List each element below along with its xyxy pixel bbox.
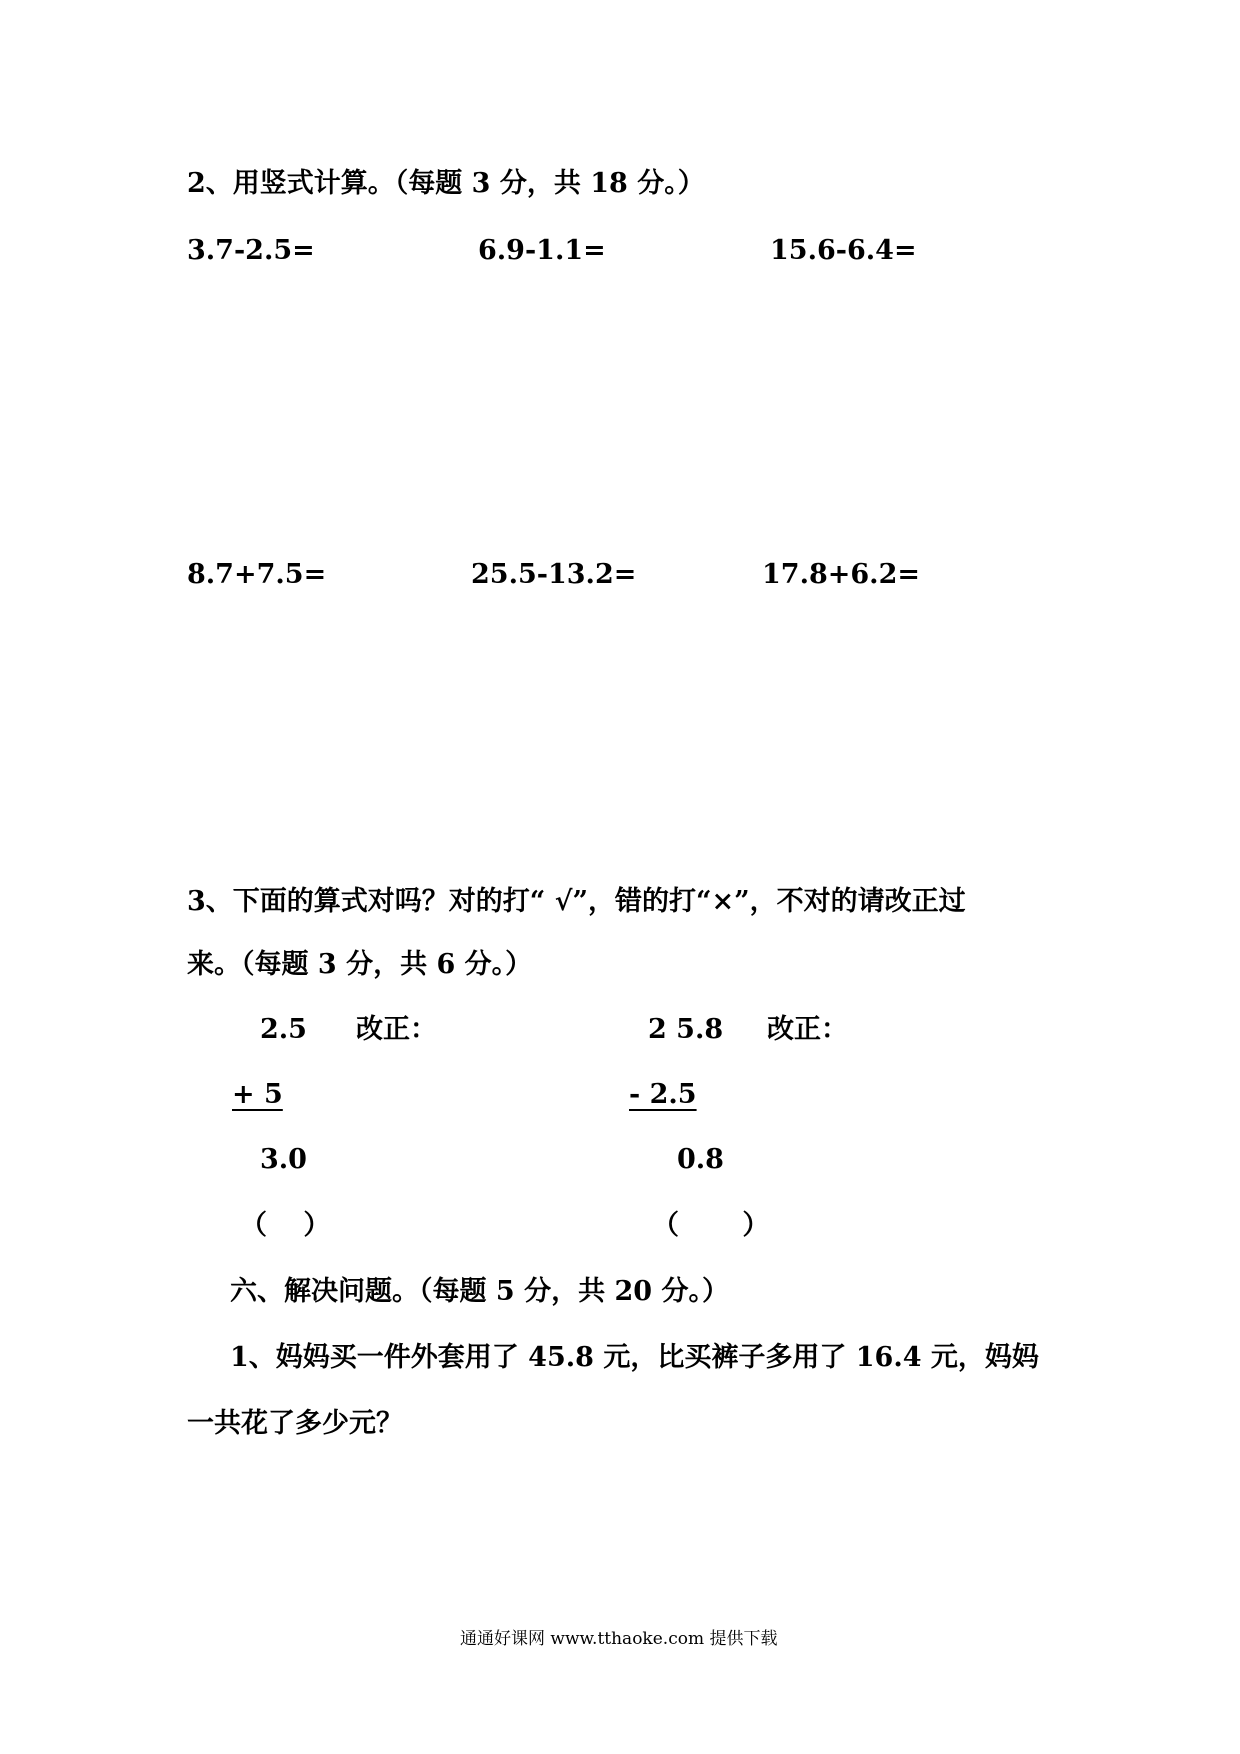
section-3-heading-line-2: 来。（每题 3 分，共 6 分。） — [187, 949, 533, 980]
calc-3: 15.6-6.4= — [770, 235, 917, 266]
calc-2: 6.9-1.1= — [478, 235, 606, 266]
problem-a-operand: + 5 — [232, 1079, 283, 1110]
problem-a-result: 3.0 — [260, 1144, 307, 1175]
problem-b-correct-label: 改正： — [767, 1014, 848, 1045]
problem-a-correct-label: 改正： — [356, 1014, 437, 1045]
question-1-line-2: 一共花了多少元？ — [187, 1408, 403, 1439]
calc-4: 8.7+7.5= — [187, 559, 327, 590]
question-1-line-1: 1、妈妈买一件外套用了 45.8 元，比买裤子多用了 16.4 元，妈妈 — [230, 1342, 1039, 1373]
calc-5: 25.5-13.2= — [471, 559, 637, 590]
section-3-heading-line-1: 3、下面的算式对吗？对的打“ √”，错的打“×”，不对的请改正过 — [187, 886, 966, 917]
problem-a-answer-brackets: （ ） — [240, 1210, 331, 1241]
calc-6: 17.8+6.2= — [762, 559, 920, 590]
calc-1: 3.7-2.5= — [187, 235, 315, 266]
problem-a-top-number: 2.5 — [260, 1014, 307, 1045]
problem-b-operand: - 2.5 — [629, 1079, 697, 1110]
problem-b-top-number: 2 5.8 — [648, 1014, 724, 1045]
section-2-heading: 2、用竖式计算。（每题 3 分，共 18 分。） — [187, 168, 705, 199]
problem-b-answer-brackets: （ ） — [652, 1210, 770, 1241]
section-6-heading: 六、解决问题。（每题 5 分，共 20 分。） — [230, 1276, 729, 1307]
page-footer: 通通好课网 www.tthaoke.com 提供下载 — [460, 1629, 778, 1649]
problem-b-result: 0.8 — [677, 1144, 724, 1175]
